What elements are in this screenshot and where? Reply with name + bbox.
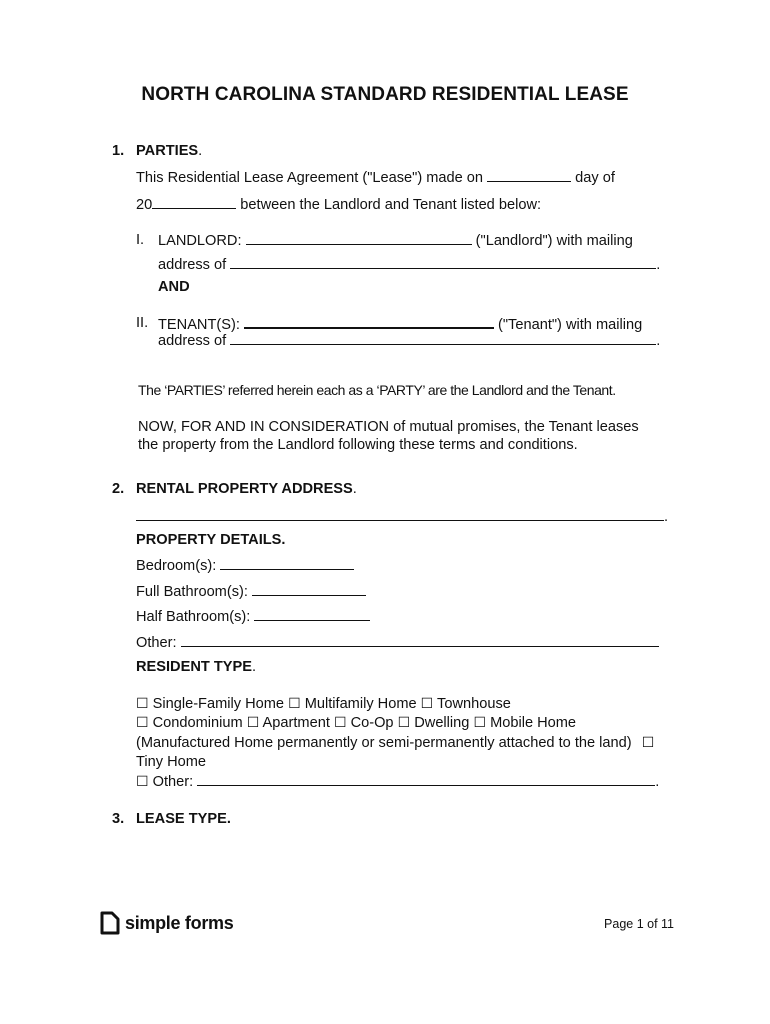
lease-year-line	[136, 195, 541, 215]
landlord-number: I.	[136, 232, 145, 248]
landlord-address-line	[158, 255, 660, 275]
landlord-label: LANDLORD:	[158, 233, 242, 249]
option-single-family: Single-Family Home	[152, 696, 285, 712]
tenant-label: TENANT(S):	[158, 317, 240, 333]
year-prefix: 20	[136, 197, 153, 213]
consideration-line-1: NOW, FOR AND IN CONSIDERATION of mutual promises, the Tenant leases	[138, 419, 639, 435]
day-of-text: day of	[575, 170, 615, 186]
parties-note: The ‘PARTIES’ referred herein each as a ‘PARTY’ are the Landlord and the Tenant.	[138, 382, 616, 398]
resident-options-row-2	[136, 714, 576, 733]
option-apartment: Apartment	[262, 715, 330, 731]
half-bath-line	[136, 607, 370, 627]
logo-text: simple forms	[125, 912, 234, 933]
option-mobile-home: Mobile Home	[490, 715, 577, 731]
other-details-line	[136, 633, 659, 653]
section-3-heading: LEASE TYPE.	[136, 811, 231, 827]
property-details-heading: PROPERTY DETAILS.	[136, 532, 286, 548]
resident-type-heading-text: RESIDENT TYPE	[136, 659, 252, 675]
other-details-blank[interactable]	[181, 633, 659, 647]
option-tiny-home: Tiny Home	[136, 754, 207, 770]
bedrooms-blank[interactable]	[220, 556, 354, 570]
checkbox-multifamily[interactable]: ☐	[288, 696, 301, 712]
manufactured-line	[136, 734, 654, 753]
landlord-name-blank[interactable]	[246, 231, 472, 245]
bedrooms-line	[136, 556, 354, 576]
checkbox-apartment[interactable]: ☐	[246, 715, 260, 731]
lease-year-blank[interactable]	[152, 195, 236, 209]
checkbox-single-family[interactable]: ☐	[136, 696, 149, 712]
between-text: between the Landlord and Tenant listed below:	[240, 197, 542, 213]
landlord-suffix: ("Landlord") with mailing	[475, 233, 633, 249]
checkbox-condominium[interactable]: ☐	[136, 715, 149, 731]
section-1-heading-text: PARTIES	[136, 143, 199, 159]
landlord-address-blank[interactable]	[230, 255, 656, 269]
tenant-address-line	[158, 331, 660, 351]
section-1-heading	[136, 142, 202, 161]
checkbox-other[interactable]: ☐	[136, 774, 149, 790]
checkbox-tiny-home[interactable]: ☐	[641, 735, 655, 751]
resident-options-row-1	[136, 695, 511, 714]
document-icon	[100, 911, 120, 935]
manufactured-text: (Manufactured Home permanently or semi-permanently attached to the land)	[136, 735, 632, 751]
document-title: NORTH CAROLINA STANDARD RESIDENTIAL LEASE	[141, 84, 629, 105]
option-dwelling: Dwelling	[414, 715, 470, 731]
section-2-heading-punct: .	[352, 481, 357, 497]
checkbox-co-op[interactable]: ☐	[333, 715, 347, 731]
section-2-heading	[136, 480, 357, 499]
lease-day-blank[interactable]	[487, 168, 571, 182]
lease-date-line	[136, 168, 615, 188]
consideration-line-2: the property from the Landlord following these terms and conditions.	[138, 437, 578, 453]
half-bath-label: Half Bathroom(s):	[136, 609, 251, 625]
other-option-period: .	[655, 774, 660, 790]
simple-forms-logo	[100, 911, 233, 935]
checkbox-dwelling[interactable]: ☐	[397, 715, 411, 731]
other-option-blank[interactable]	[197, 772, 655, 786]
half-bath-blank[interactable]	[254, 607, 370, 621]
property-address-period: .	[664, 509, 669, 525]
resident-type-heading	[136, 658, 256, 677]
section-2-heading-text: RENTAL PROPERTY ADDRESS	[136, 481, 353, 497]
and-label: AND	[158, 279, 190, 295]
section-2-number: 2.	[112, 481, 125, 497]
resident-type-punct: .	[251, 659, 257, 675]
tenant-address-label: address of	[158, 333, 227, 349]
landlord-address-period: .	[656, 257, 661, 273]
option-condominium: Condominium	[152, 715, 243, 731]
full-bath-blank[interactable]	[252, 582, 366, 596]
section-1-number: 1.	[112, 143, 125, 159]
checkbox-mobile-home[interactable]: ☐	[473, 715, 487, 731]
checkbox-townhouse[interactable]: ☐	[420, 696, 434, 712]
other-option-line	[136, 772, 659, 792]
option-other-label: Other:	[152, 774, 194, 790]
option-townhouse: Townhouse	[437, 696, 511, 712]
tenant-number: II.	[136, 315, 149, 331]
bedrooms-label: Bedroom(s):	[136, 558, 217, 574]
landlord-line	[158, 231, 633, 251]
lease-date-text: This Residential Lease Agreement ("Lease") made on	[136, 170, 484, 186]
option-co-op: Co-Op	[350, 715, 394, 731]
page-number: Page 1 of 11	[604, 917, 674, 931]
tenant-address-period: .	[656, 333, 661, 349]
full-bath-label: Full Bathroom(s):	[136, 584, 248, 600]
property-address-line	[136, 507, 668, 527]
option-multifamily: Multifamily Home	[304, 696, 417, 712]
landlord-address-label: address of	[158, 257, 227, 273]
tenant-address-blank[interactable]	[230, 331, 656, 345]
tenant-name-blank[interactable]	[244, 314, 494, 329]
section-1-heading-punct: .	[198, 143, 203, 159]
other-details-label: Other:	[136, 635, 177, 651]
property-address-blank[interactable]	[136, 507, 664, 521]
full-bath-line	[136, 582, 366, 602]
section-3-number: 3.	[112, 811, 125, 827]
tenant-suffix: ("Tenant") with mailing	[498, 317, 643, 333]
